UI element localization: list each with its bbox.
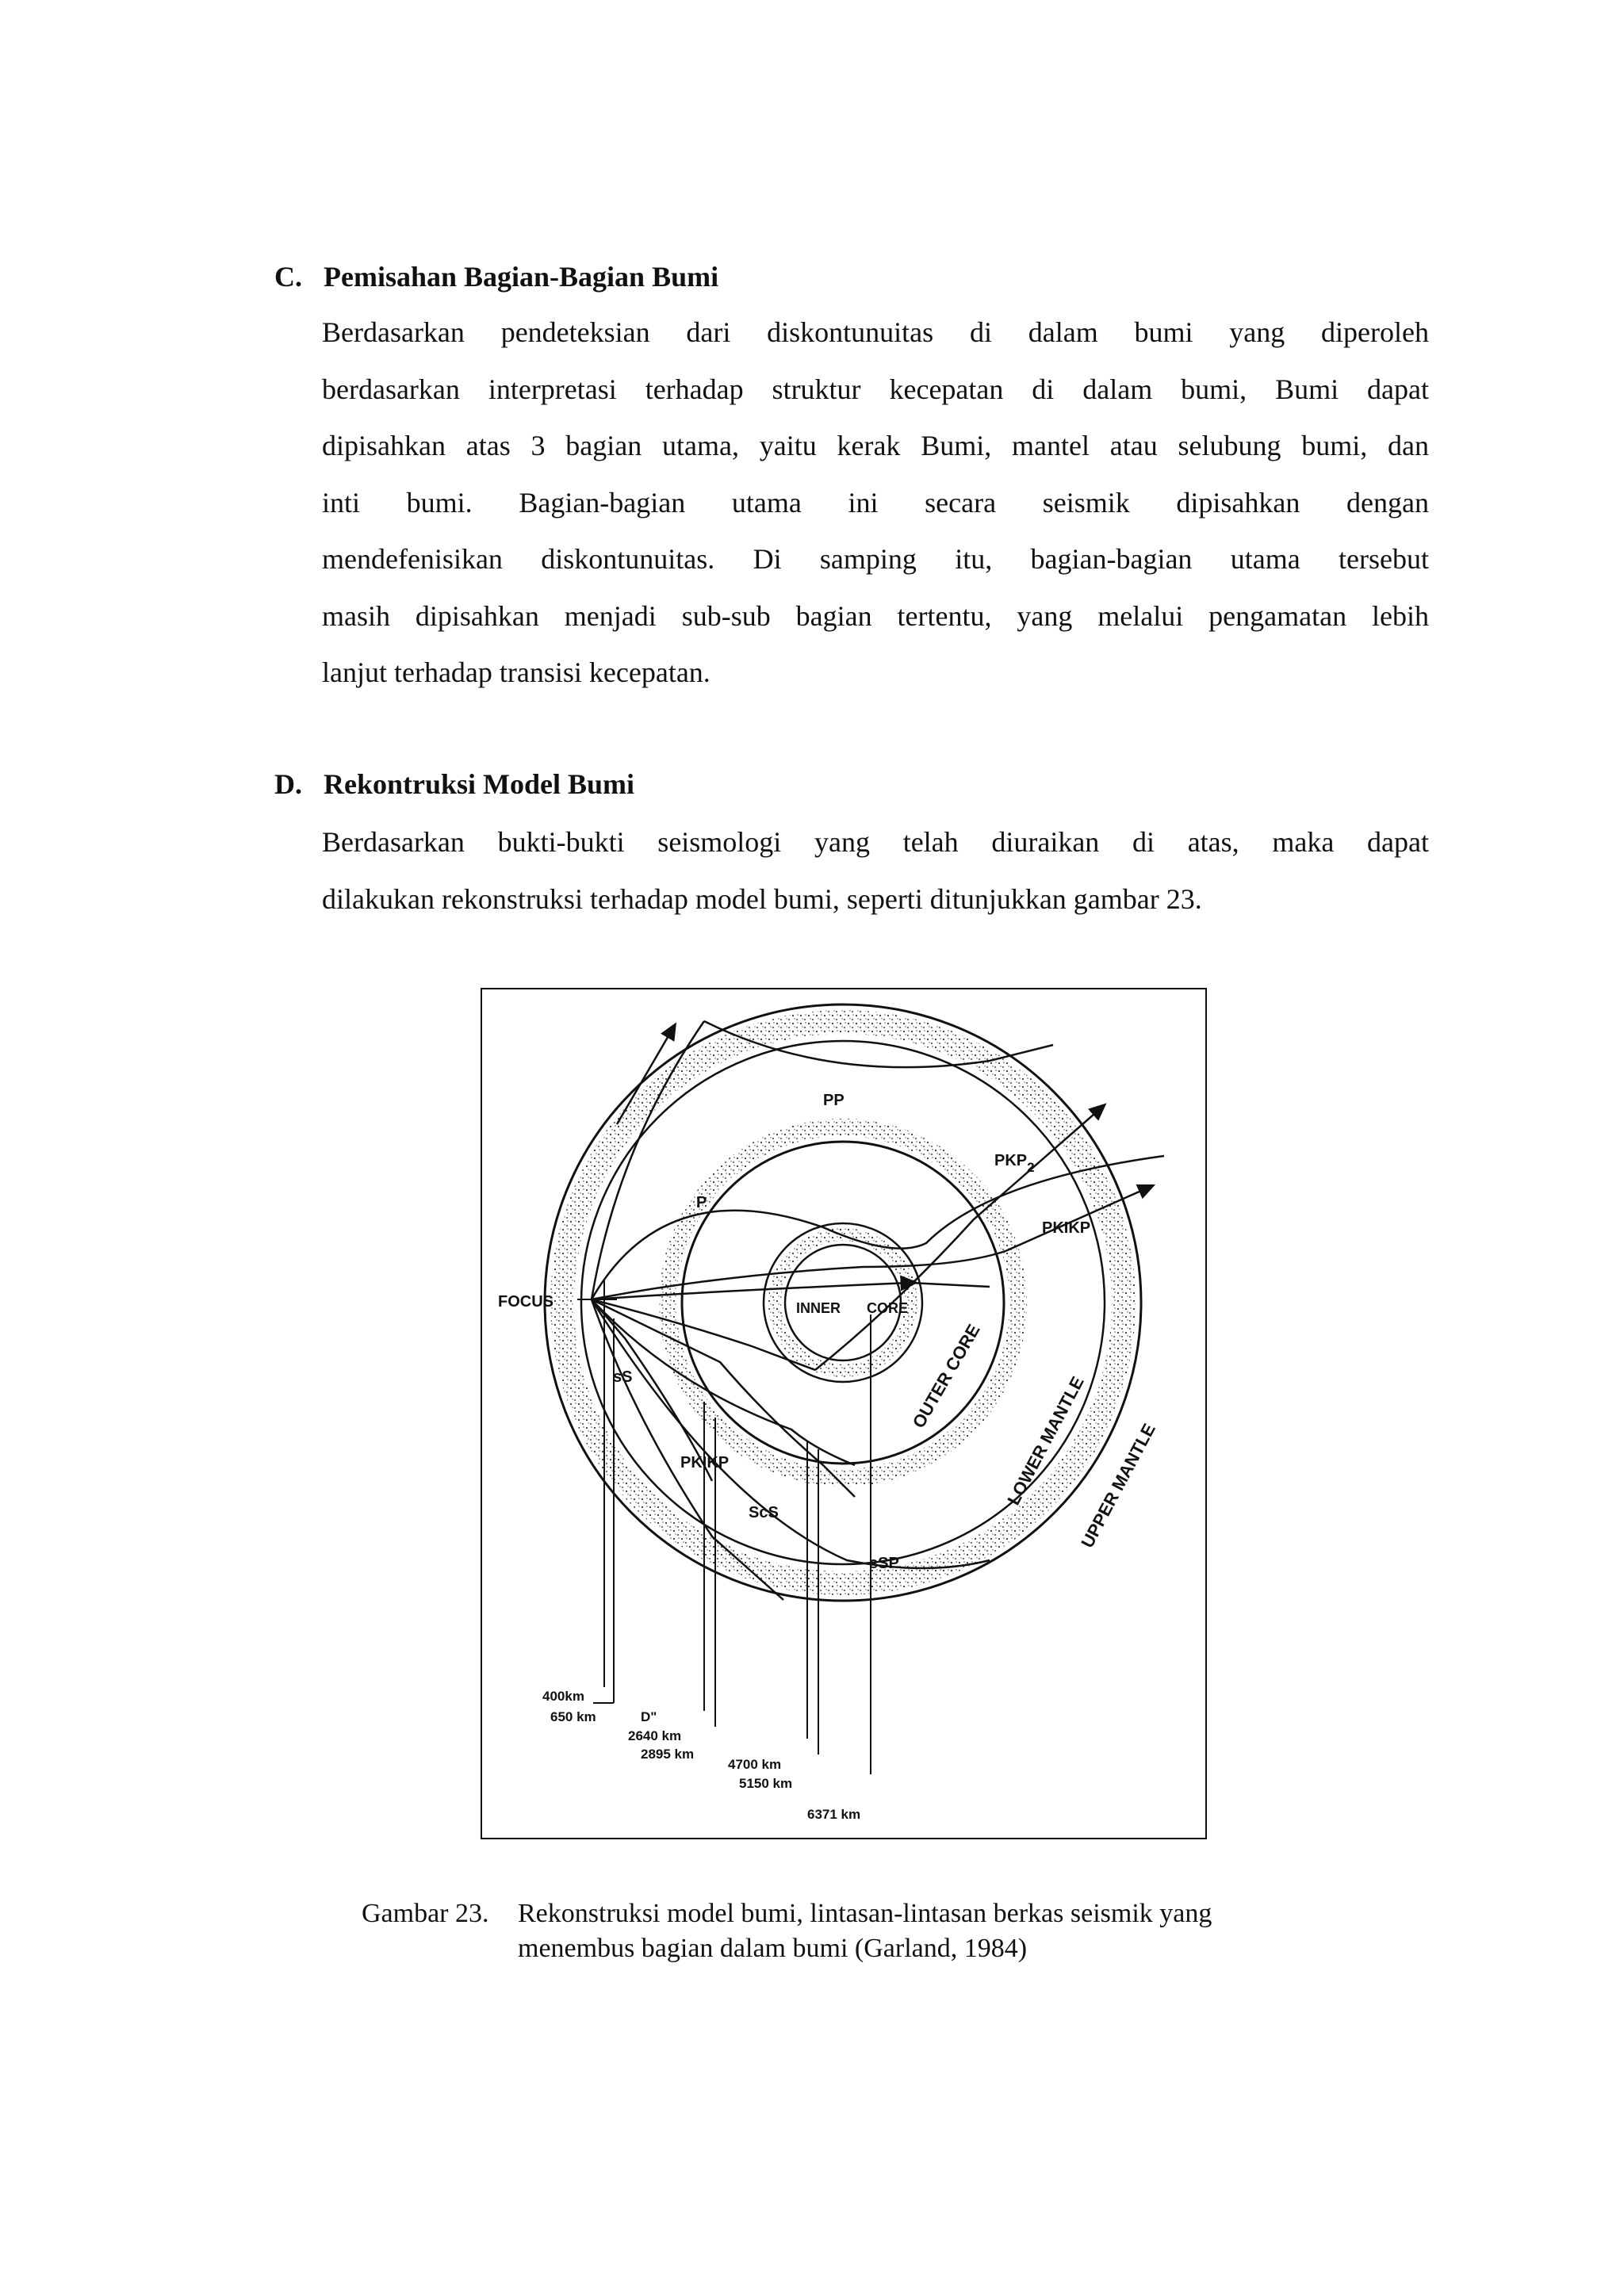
section-d-paragraph bbox=[322, 814, 1429, 928]
core-mantle-boundary bbox=[682, 1142, 1004, 1464]
figure-caption-line: menembus bagian dalam bumi (Garland, 1984) bbox=[518, 1934, 1028, 1963]
depth-2895: 2895 km bbox=[641, 1747, 695, 1762]
depth-4700: 4700 km bbox=[728, 1757, 782, 1772]
depth-6371: 6371 km bbox=[807, 1807, 861, 1822]
paragraph-line: lanjut terhadap transisi kecepatan. bbox=[322, 656, 710, 688]
section-letter: D. bbox=[274, 768, 302, 800]
earth-cross-section-diagram bbox=[482, 989, 1208, 1841]
depth-400: 400km bbox=[542, 1689, 584, 1704]
label-scs: ScS bbox=[749, 1504, 779, 1521]
label-outer-core: OUTER CORE bbox=[908, 1320, 984, 1432]
label-focus: FOCUS bbox=[498, 1293, 553, 1311]
section-letter: C. bbox=[274, 261, 302, 293]
paragraph-line: inti bumi. Bagian-bagian utama ini secara seismik dipisahkan dengan bbox=[322, 486, 1429, 519]
section-title: Pemisahan Bagian-Bagian Bumi bbox=[324, 261, 719, 293]
paragraph-line: masih dipisahkan menjadi sub-sub bagian tertentu, yang melalui pengamatan lebih bbox=[322, 599, 1429, 632]
label-pkp2: $PKP_2$ bbox=[994, 1152, 1035, 1175]
label-lower-mantle: LOWER MANTLE bbox=[1003, 1372, 1088, 1509]
depth-leader-lines bbox=[593, 1314, 871, 1774]
paragraph-line: berdasarkan interpretasi terhadap struktur kecepatan di dalam bumi, Bumi dapat bbox=[322, 373, 1429, 405]
label-pp: PP bbox=[823, 1092, 845, 1109]
earth-model-figure bbox=[481, 988, 1207, 1839]
paragraph-line: dilakukan rekonstruksi terhadap model bumi, seperti ditunjukkan gambar 23. bbox=[322, 882, 1202, 915]
section-heading-c bbox=[274, 260, 718, 293]
label-inner: INNER bbox=[796, 1300, 841, 1316]
paragraph-line: Berdasarkan pendeteksian dari diskontunuitas di dalam bumi yang diperoleh bbox=[322, 316, 1429, 348]
label-p: P bbox=[696, 1194, 707, 1211]
paragraph-line: mendefenisikan diskontunuitas. Di samping itu, bagian-bagian utama tersebut bbox=[322, 543, 1429, 575]
label-core: CORE bbox=[867, 1300, 909, 1316]
label-ssp: sSP bbox=[869, 1555, 899, 1572]
depth-2640: 2640 km bbox=[628, 1728, 682, 1743]
depth-d-double-prime: D" bbox=[641, 1709, 657, 1724]
section-heading-d bbox=[274, 767, 634, 801]
depth-labels bbox=[542, 1689, 860, 1822]
label-pkikp-left: PKIKP bbox=[680, 1454, 730, 1471]
section-title: Rekontruksi Model Bumi bbox=[324, 768, 635, 800]
core-mantle-band bbox=[668, 1127, 1018, 1478]
figure-caption-number: Gambar 23. bbox=[362, 1899, 489, 1928]
paragraph-line: Berdasarkan bukti-bukti seismologi yang telah diuraikan di atas, maka dapat bbox=[322, 826, 1429, 858]
depth-650: 650 km bbox=[550, 1709, 596, 1724]
label-pkikp-right: PKIKP bbox=[1042, 1219, 1091, 1237]
section-c-paragraph bbox=[322, 304, 1429, 702]
depth-5150: 5150 km bbox=[739, 1776, 793, 1791]
figure-caption-line: Rekonstruksi model bumi, lintasan-lintasan berkas seismik yang bbox=[518, 1899, 1212, 1928]
paragraph-line: dipisahkan atas 3 bagian utama, yaitu kerak Bumi, mantel atau selubung bumi, dan bbox=[322, 430, 1429, 461]
label-ss: sS bbox=[613, 1368, 633, 1386]
label-upper-mantle: UPPER MANTLE bbox=[1077, 1420, 1159, 1552]
